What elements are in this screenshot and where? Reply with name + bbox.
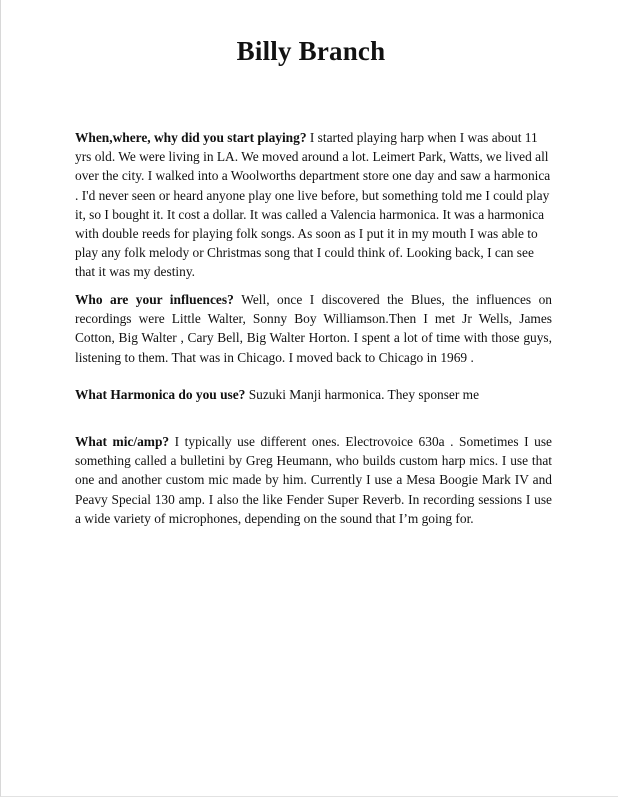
question-start-playing: When,where, why did you start playing?	[75, 130, 310, 145]
question-harmonica: What Harmonica do you use?	[75, 387, 249, 402]
answer-start-playing: I started playing harp when I was about 11 yrs old. We were living in LA. We moved around a lot. Leimert Park, Watts, we lived all over the city. I walked into a Woolworths department store one day and saw a harmonica . I'd never seen or heard anyone play one live before, but something told me I could play it, so I bought it. It cost a dollar. It was called a Valencia harmonica. It was a harmonica with double reeds for playing folk songs. As soon as I put it in my mouth I was able to play any folk melody or Christmas song that I could think of. Looking back, I can see that it was my destiny.	[75, 130, 551, 280]
question-influences: Who are your influences?	[75, 292, 242, 307]
qa-section-start-playing	[75, 128, 552, 282]
page-title: Billy Branch	[236, 36, 386, 66]
qa-section-influences	[75, 290, 552, 367]
question-mic-amp: What mic/amp?	[75, 434, 175, 449]
answer-influences: Well, once I discovered the Blues, the influences on recordings were Little Walter, Sonny Boy Williamson.Then I met Jr Wells, James Cotton, Big Walter , Cary Bell, Big Walter Horton. I spent a lot of time with those guys, listening to them. That was in Chicago. I moved back to Chicago in 1969 .	[75, 292, 552, 365]
answer-mic-amp: I typically use different ones. Electrovoice 630a . Sometimes I use something called a bulletini by Greg Heumann, who builds custom harp mics. I use that one and another custom mic made by him. Currently I use a Mesa Boogie Mark IV and Peavy Special 130 amp. I also the like Fender Super Reverb. In recording sessions I use a wide variety of microphones, depending on the sound that I’m going for.	[75, 434, 552, 526]
qa-section-mic-amp	[75, 432, 552, 528]
answer-harmonica: Suzuki Manji harmonica. They sponser me	[248, 387, 480, 402]
qa-section-harmonica	[75, 385, 552, 404]
